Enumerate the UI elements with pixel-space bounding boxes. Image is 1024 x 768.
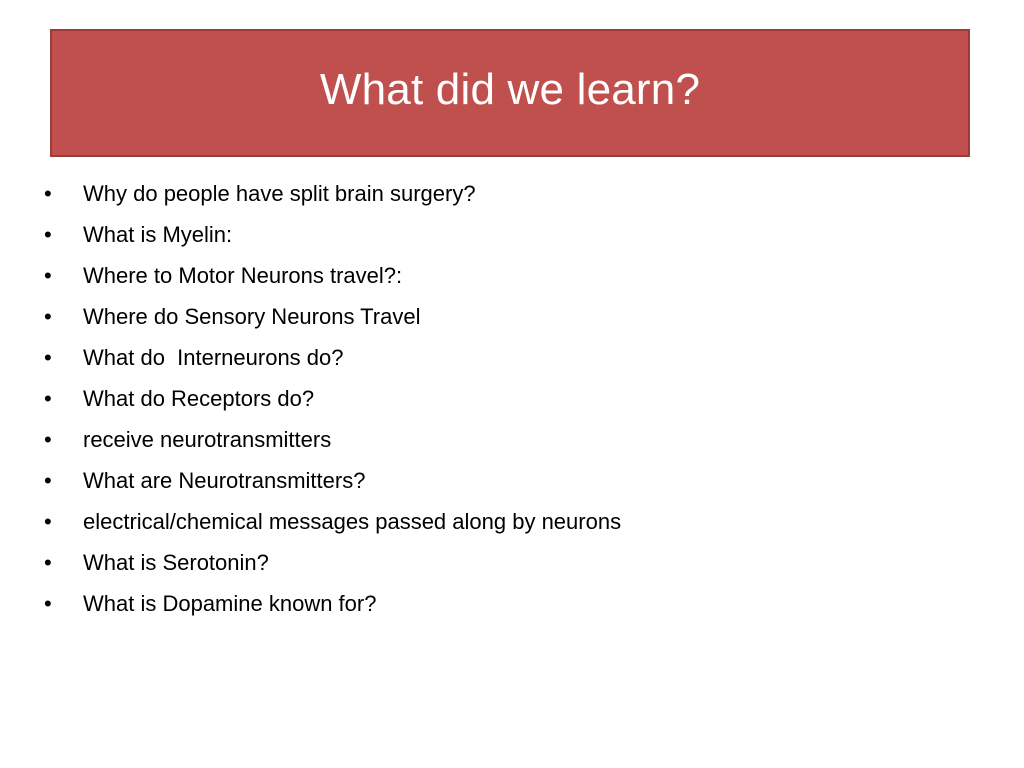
bullet-item [40, 542, 980, 583]
bullet-text: What do Interneurons do? [83, 344, 344, 370]
bullet-item [40, 378, 980, 419]
bullet-icon: • [44, 262, 52, 288]
bullet-text: electrical/chemical messages passed along by neurons [83, 508, 622, 534]
bullet-item [40, 214, 980, 255]
bullet-icon: • [44, 549, 52, 575]
bullet-text: receive neurotransmitters [83, 426, 332, 452]
bullet-icon: • [44, 426, 52, 452]
bullet-item [40, 255, 980, 296]
bullet-icon: • [44, 385, 52, 411]
title-banner [50, 29, 970, 157]
bullet-icon: • [44, 180, 52, 206]
bullet-item [40, 419, 980, 460]
bullet-icon: • [44, 590, 52, 616]
bullet-icon: • [44, 344, 52, 370]
bullet-text: What is Myelin: [83, 221, 233, 247]
bullet-text: What do Receptors do? [83, 385, 315, 411]
bullet-text: Why do people have split brain surgery? [83, 180, 476, 206]
slide-title: What did we learn? [319, 65, 701, 114]
bullet-list [40, 173, 980, 624]
bullet-item [40, 173, 980, 214]
bullet-icon: • [44, 221, 52, 247]
bullet-item [40, 337, 980, 378]
bullet-icon: • [44, 303, 52, 329]
bullet-item [40, 296, 980, 337]
bullet-text: What is Serotonin? [83, 549, 269, 575]
bullet-item [40, 501, 980, 542]
bullet-text: Where do Sensory Neurons Travel [83, 303, 421, 329]
bullet-item [40, 460, 980, 501]
bullet-icon: • [44, 508, 52, 534]
bullet-text: What are Neurotransmitters? [83, 467, 366, 493]
bullet-icon: • [44, 467, 52, 493]
bullet-item [40, 583, 980, 624]
bullet-text: Where to Motor Neurons travel?: [83, 262, 403, 288]
bullet-text: What is Dopamine known for? [83, 590, 377, 616]
